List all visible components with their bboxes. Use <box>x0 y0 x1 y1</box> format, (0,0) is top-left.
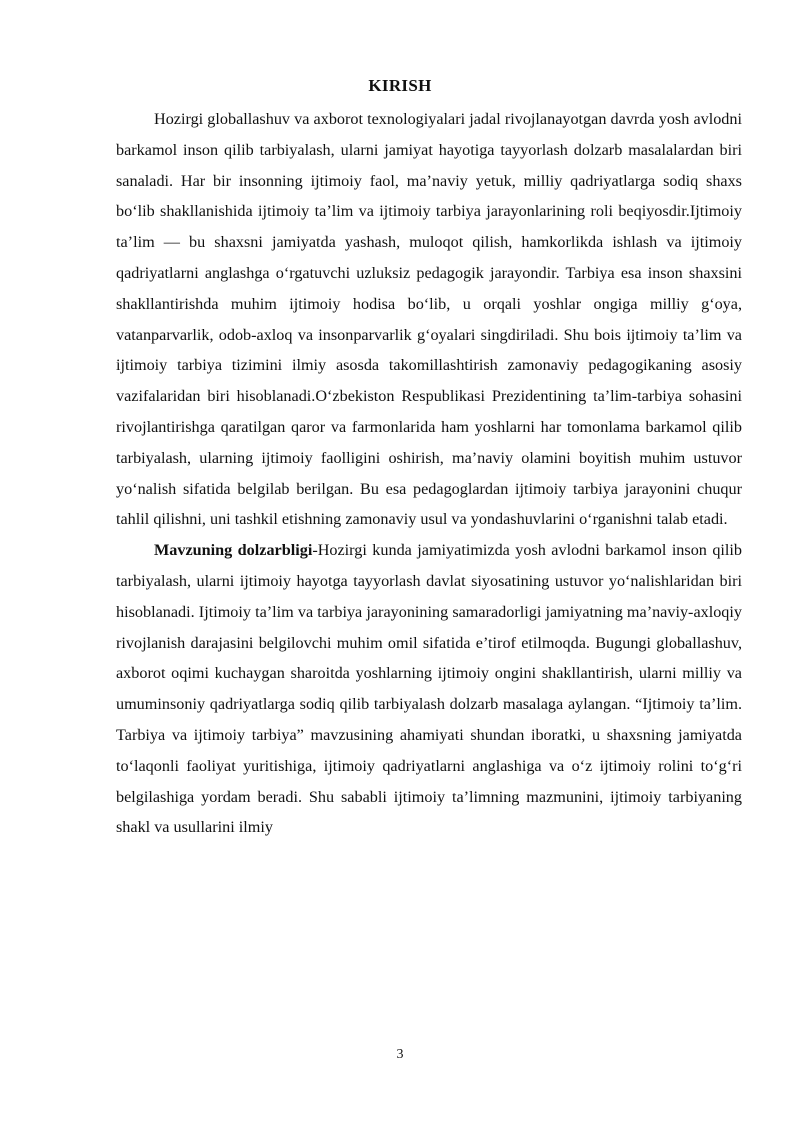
body-text <box>116 104 742 843</box>
page-number: 3 <box>396 1047 404 1062</box>
paragraph-intro: Hozirgi globallashuv va axborot texnologiyalari jadal rivojlanayotgan davrda yosh avlodni barkamol inson qilib tarbiyalash, ularni jamiyat hayotiga tayyorlash dolzarb masalalardan biri sanaladi. Har bir insonning ijtimoiy faol, ma’naviy yetuk, milliy qadriyatlarga sodiq shaxs bo‘lib shakllanishida ijtimoiy ta’lim va ijtimoiy tarbiya jarayonlarining roli beqiyosdir.Ijtimoiy ta’lim — bu shaxsni jamiyatda yashash, muloqot qilish, hamkorlikda ishlash va ijtimoiy qadriyatlarni anglashga o‘rgatuvchi uzluksiz pedagogik jarayondir. Tarbiya esa inson shaxsini shakllantirishda muhim ijtimoiy hodisa bo‘lib, u orqali yoshlar ongiga milliy g‘oya, vatanparvarlik, odob-axloq va insonparvarlik g‘oyalari singdiriladi. Shu bois ijtimoiy ta’lim va ijtimoiy tarbiya tizimini ilmiy asosda takomillashtirish zamonaviy pedagogikaning asosiy vazifalaridan biri hisoblanadi.O‘zbekiston Respublikasi Prezidentining ta’lim-tarbiya sohasini rivojlantirishga qaratilgan qaror va farmonlarida ham yoshlarni har tomonlama barkamol qilib tarbiyalash, ularning ijtimoiy faolligini oshirish, ma’naviy olamini boyitish muhim ustuvor yo‘nalish sifatida belgilab berilgan. Bu esa pedagoglardan ijtimoiy tarbiya jarayonini chuqur tahlil qilishni, uni tashkil etishning zamonaviy usul va yondashuvlarini o‘rganishni talab etadi. <box>116 110 742 529</box>
paragraph-relevance <box>116 535 742 843</box>
page-title: KIRISH <box>368 76 432 95</box>
relevance-heading: Mavzuning dolzarbligi <box>154 541 313 560</box>
relevance-text: -Hozirgi kunda jamiyatimizda yosh avlodni barkamol inson qilib tarbiyalash, ularni ijtimoiy hayotga tayyorlash davlat siyosatining ustuvor yo‘nalishlaridan biri hisoblanadi. Ijtimoiy ta’lim va tarbiya jarayonining samaradorligi jamiyatning ma’naviy-axloqiy rivojlanish darajasini belgilovchi muhim omil sifatida e’tirof etilmoqda. Bugungi globallashuv, axborot oqimi kuchaygan sharoitda yoshlarning ijtimoiy ongini shakllantirish, ularni milliy va umuminsoniy qadriyatlarga sodiq qilib tarbiyalash dolzarb masalaga aylangan. “Ijtimoiy ta’lim. Tarbiya va ijtimoiy tarbiya” mavzusining ahamiyati shundan iboratki, u shaxsning jamiyatda to‘laqonli faoliyat yuritishiga, ijtimoiy qadriyatlarni anglashiga va o‘z ijtimoiy rolini to‘g‘ri belgilashiga yordam beradi. Shu sababli ijtimoiy ta’limning mazmunini, ijtimoiy tarbiyaning shakl va usullarini ilmiy <box>116 541 742 837</box>
